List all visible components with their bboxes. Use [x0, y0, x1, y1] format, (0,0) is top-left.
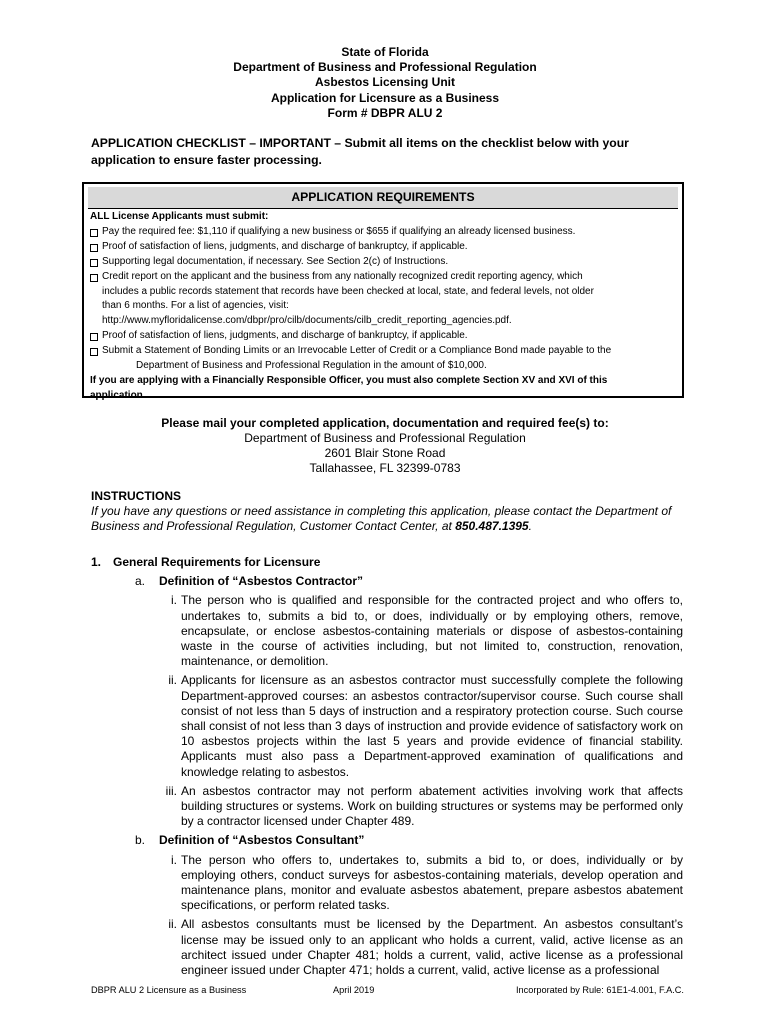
instructions-text-line-2: [91, 519, 683, 534]
requirement-item-fee: [90, 225, 678, 240]
fro-note-line-1: If you are applying with a Financially Responsible Officer, you must also complete Section XV and XVI of this: [90, 374, 608, 386]
list-item: [91, 917, 683, 978]
requirement-item-liens-repeat: [90, 329, 678, 344]
instructions-text-start: Business and Professional Regulation, Customer Contact Center, at: [91, 519, 456, 534]
header-application: Application for Licensure as a Business: [270, 90, 500, 105]
document-header: [0, 45, 770, 121]
requirement-line: Department of Business and Professional Regulation in the amount of $10,000.: [136, 360, 487, 372]
footer-date: April 2019: [333, 985, 375, 995]
fro-note-line-2: application.: [90, 389, 146, 401]
list-item: [91, 673, 683, 779]
requirement-line: Pay the required fee: $1,110 if qualifying a new business or $655 if qualifying an already licensed business.: [102, 225, 576, 237]
requirement-line: Proof of satisfaction of liens, judgments, and discharge of bankruptcy, if applicable.: [102, 330, 468, 342]
requirement-line: Proof of satisfaction of liens, judgments, and discharge of bankruptcy, if applicable.: [102, 240, 468, 252]
checkbox-icon[interactable]: [90, 333, 98, 341]
subsection-b-heading: [91, 833, 683, 848]
roman-numeral: i.: [171, 852, 177, 867]
contact-phone: 850.487.1395: [455, 519, 529, 534]
list-item-text: The person who is qualified and responsible for the contracted project and who offers to, undertakes to, submits a bid to, or does, individually or by employing others, remove, encapsulate, or enclose asbestos-containing materials or dispose of asbestos-containing waste in the course of activities including, but not limited to, construction, renovation, maintenance, or demolition.: [181, 593, 683, 669]
mail-line-street: 2601 Blair Stone Road: [324, 446, 446, 461]
requirement-line: Submit a Statement of Bonding Limits or an Irrevocable Letter of Credit or a Compliance Bond made payable to the: [102, 345, 612, 357]
requirements-box: [82, 182, 684, 401]
instructions-text-line-1: If you have any questions or need assistance in completing this application, please contact the Department of: [91, 504, 672, 519]
section-heading: [91, 555, 683, 570]
subsection-a-heading: [91, 574, 683, 589]
header-department: Department of Business and Professional Regulation: [233, 60, 537, 75]
list-item-text: The person who offers to, undertakes to, submits a bid to, or does, individually or by employing others, conduct surveys for asbestos-containing materials, develop operation and maintenance plans, monitor and evaluate asbestos abatement, prepare asbestos abatement specifications, or perform related tasks.: [181, 852, 683, 913]
section-number: 1.: [91, 555, 102, 569]
instructions-block: [91, 489, 683, 535]
requirement-line: Credit report on the applicant and the business from any nationally recognized credit reporting agency, which: [102, 270, 583, 282]
header-state: State of Florida: [341, 45, 429, 59]
header-form-number: Form # DBPR ALU 2: [327, 105, 443, 120]
checklist-line-2: application to ensure faster processing.: [91, 152, 322, 167]
header-unit: Asbestos Licensing Unit: [314, 75, 456, 90]
section-title: General Requirements for Licensure: [113, 555, 321, 569]
requirements-intro: ALL License Applicants must submit:: [90, 211, 269, 222]
checkbox-icon[interactable]: [90, 229, 98, 237]
section-general-requirements: [91, 555, 683, 978]
requirement-item-legal-docs: [90, 255, 678, 270]
mail-line-city: Tallahassee, FL 32399-0783: [309, 461, 461, 476]
footer-rule: Incorporated by Rule: 61E1-4.001, F.A.C.: [515, 985, 684, 995]
requirement-item-liens: [90, 240, 678, 255]
subsection-title: Definition of “Asbestos Contractor”: [159, 574, 364, 589]
list-item-text: Applicants for licensure as an asbestos contractor must successfully complete the following Department-approved courses: an asbestos contractor/supervisor course. Such course shall consist of not less than 5 days of instruction and a respiratory protection course. Such course shall consist of not less than 3 days of instruction and provide evidence of satisfactory work on 10 asbestos projects within the last 5 years and provide evidence of financial stability. Applicants must also pass a Department-approved examination of qualifications and knowledge relating to asbestos.: [181, 673, 683, 779]
roman-numeral: ii.: [168, 917, 177, 932]
list-item-text: All asbestos consultants must be licensed by the Department. An asbestos consultant’s license may be issued only to an applicant who holds a current, valid, active license as an architect issued under Chapter 481; holds a current, valid, active license as a professional engineer issued under Chapter 471; holds a current, valid, active license as a professional: [181, 917, 683, 978]
requirement-item-bonding: [90, 344, 678, 374]
mail-line-department: Department of Business and Professional Regulation: [244, 431, 526, 446]
requirement-line: than 6 months. For a list of agencies, visit:: [102, 300, 289, 312]
instructions-text-end: .: [528, 519, 532, 534]
subsection-letter: a.: [135, 574, 146, 589]
footer-form-title: DBPR ALU 2 Licensure as a Business: [91, 985, 247, 995]
checkbox-icon[interactable]: [90, 274, 98, 282]
subsection-title: Definition of “Asbestos Consultant”: [159, 833, 365, 848]
checkbox-icon[interactable]: [90, 244, 98, 252]
requirements-title: APPLICATION REQUIREMENTS: [88, 187, 678, 209]
requirement-line: Supporting legal documentation, if necessary. See Section 2(c) of Instructions.: [102, 255, 449, 267]
credit-agencies-link[interactable]: http://www.myfloridalicense.com/dbpr/pro/cilb/documents/cilb_credit_reporting_agencies.pdf.: [102, 315, 512, 327]
list-item: [91, 593, 683, 669]
mailing-address-block: [0, 416, 770, 476]
checkbox-icon[interactable]: [90, 348, 98, 356]
roman-numeral: ii.: [168, 673, 177, 688]
requirement-line: includes a public records statement that records have been checked at local, state, and federal levels, not older: [102, 285, 594, 297]
application-checklist-notice: [91, 135, 681, 168]
checkbox-icon[interactable]: [90, 259, 98, 267]
instructions-title: INSTRUCTIONS: [91, 489, 181, 503]
list-item: [91, 784, 683, 830]
requirements-body: [90, 210, 678, 404]
subsection-letter: b.: [135, 833, 146, 848]
requirement-item-credit-report: [90, 270, 678, 330]
mail-heading: Please mail your completed application, documentation and required fee(s) to:: [161, 416, 609, 430]
roman-numeral: i.: [171, 593, 177, 608]
list-item: [91, 853, 683, 914]
list-item-text: An asbestos contractor may not perform abatement activities involving work that affects building structures or systems. Work on building structures or systems may be performed only by a contractor licensed under Chapter 489.: [181, 783, 683, 829]
checklist-line-1: APPLICATION CHECKLIST – IMPORTANT – Submit all items on the checklist below with your: [91, 136, 629, 150]
roman-numeral: iii.: [165, 783, 177, 798]
